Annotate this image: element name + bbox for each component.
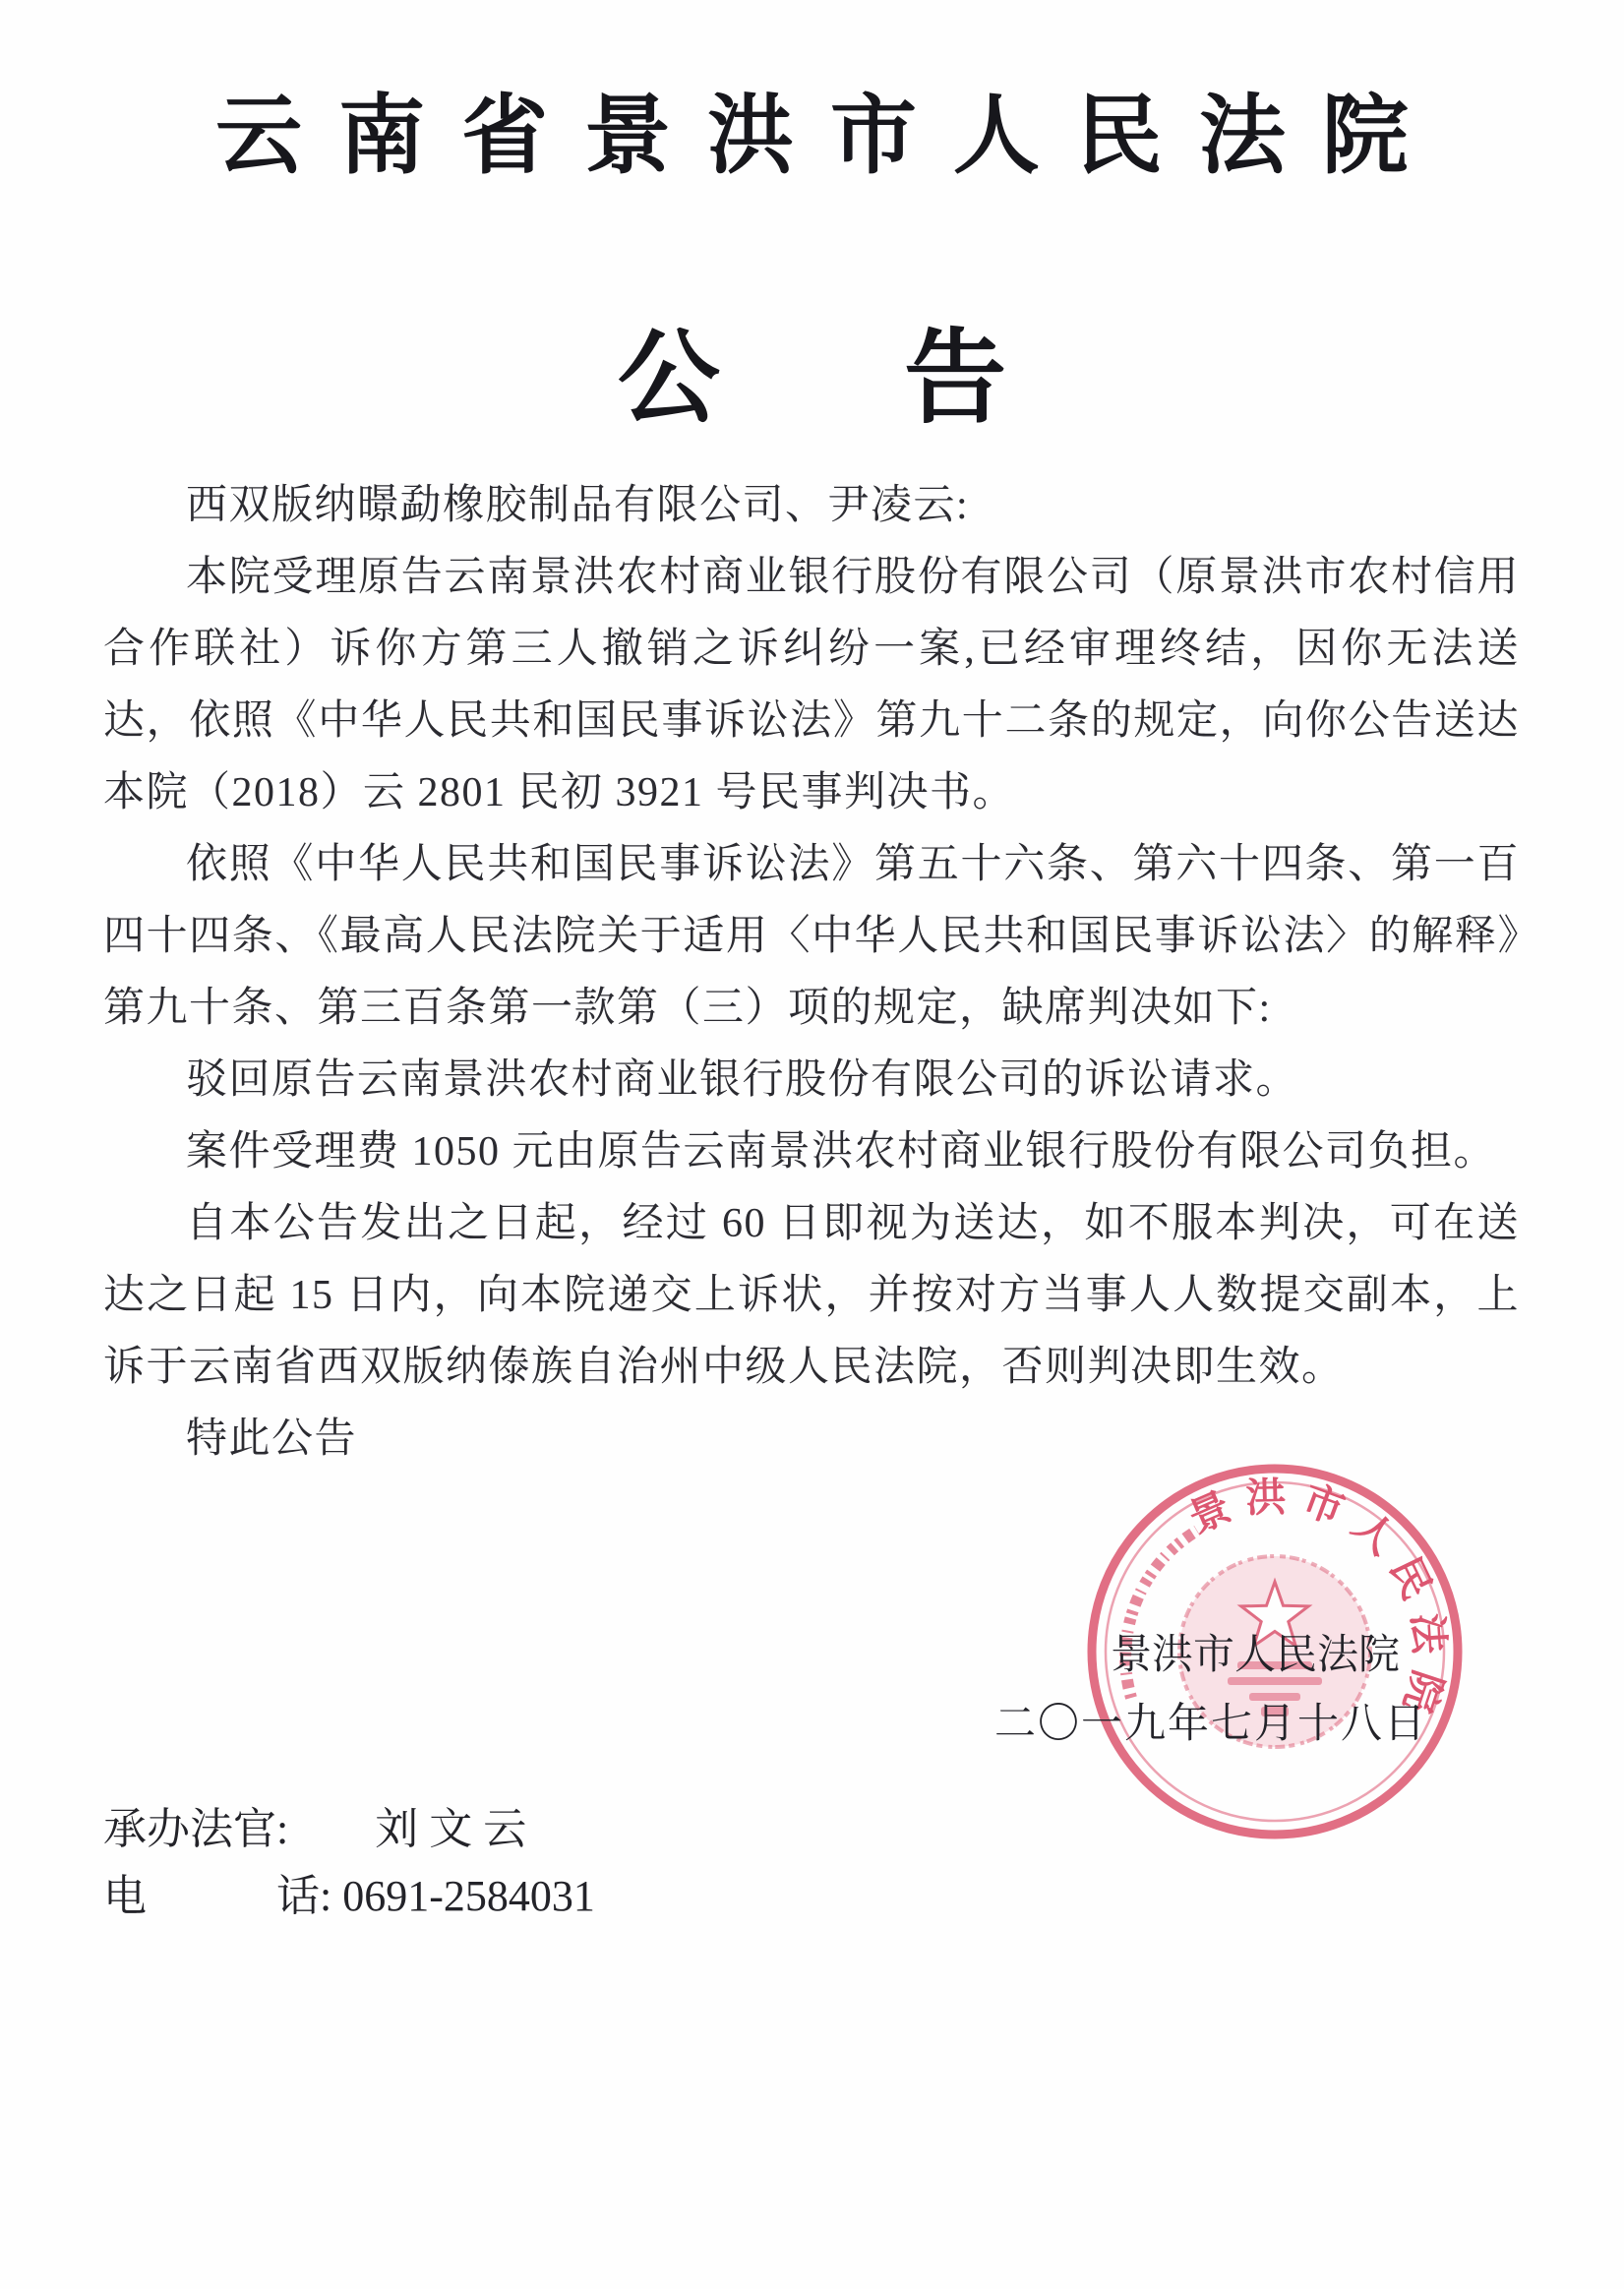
body-paragraph: 自本公告发出之日起，经过 60 日即视为送达，如不服本判决，可在送达之日起 15 日内，向本院递交上诉状，并按对方当事人人数提交副本，上诉于云南省西双版纳傣族自治州中级人民法院，否则判决即生效。 xyxy=(103,1201,1520,1390)
judge-line xyxy=(103,1796,595,1863)
court-title: 云南省景洪市人民法院 xyxy=(215,90,1445,185)
notice-body xyxy=(103,470,1520,1476)
body-paragraph: 驳回原告云南景洪农村商业银行股份有限公司的诉讼请求。 xyxy=(186,1057,1299,1103)
phone-gap xyxy=(331,1872,342,1920)
notice-title: 公告 xyxy=(617,323,1191,436)
body-paragraph: 本院受理原告云南景洪农村商业银行股份有限公司（原景洪市农村信用合作联社）诉你方第三人撤销之诉纠纷一案,已经审理终结，因你无法送达，依照《中华人民共和国民事诉讼法》第九十二条的规定，向你公告送达本院（2018）云 2801 民初 3921 号民事判决书。 xyxy=(103,555,1520,815)
body-paragraph: 特此公告 xyxy=(186,1416,358,1462)
judge-gap xyxy=(288,1805,375,1853)
signature-date: 二〇一九年七月十八日 xyxy=(993,1702,1427,1747)
signature-court-name: 景洪市人民法院 xyxy=(1110,1633,1400,1678)
contact-block xyxy=(103,1796,595,1930)
phone-number: 0691-2584031 xyxy=(342,1872,595,1920)
judge-name: 刘 文 云 xyxy=(375,1805,527,1853)
body-paragraph: 依照《中华人民共和国民事诉讼法》第五十六条、第六十四条、第一百四十四条、《最高人民法院关于适用〈中华人民共和国民事诉讼法〉的解释》第九十条、第三百条第一款第（三）项的规定，缺席判决如下: xyxy=(103,842,1520,1031)
body-paragraph: 西双版纳暻勐橡胶制品有限公司、尹凌云: xyxy=(186,483,970,528)
phone-line xyxy=(103,1863,595,1930)
signature-block xyxy=(994,1621,1427,1759)
judge-label: 承办法官: xyxy=(103,1805,289,1853)
seal-circular-text: 景洪市人民法院 xyxy=(1181,1474,1453,1730)
phone-label: 电 话: xyxy=(103,1872,332,1920)
body-paragraph: 案件受理费 1050 元由原告云南景洪农村商业银行股份有限公司负担。 xyxy=(186,1129,1497,1175)
